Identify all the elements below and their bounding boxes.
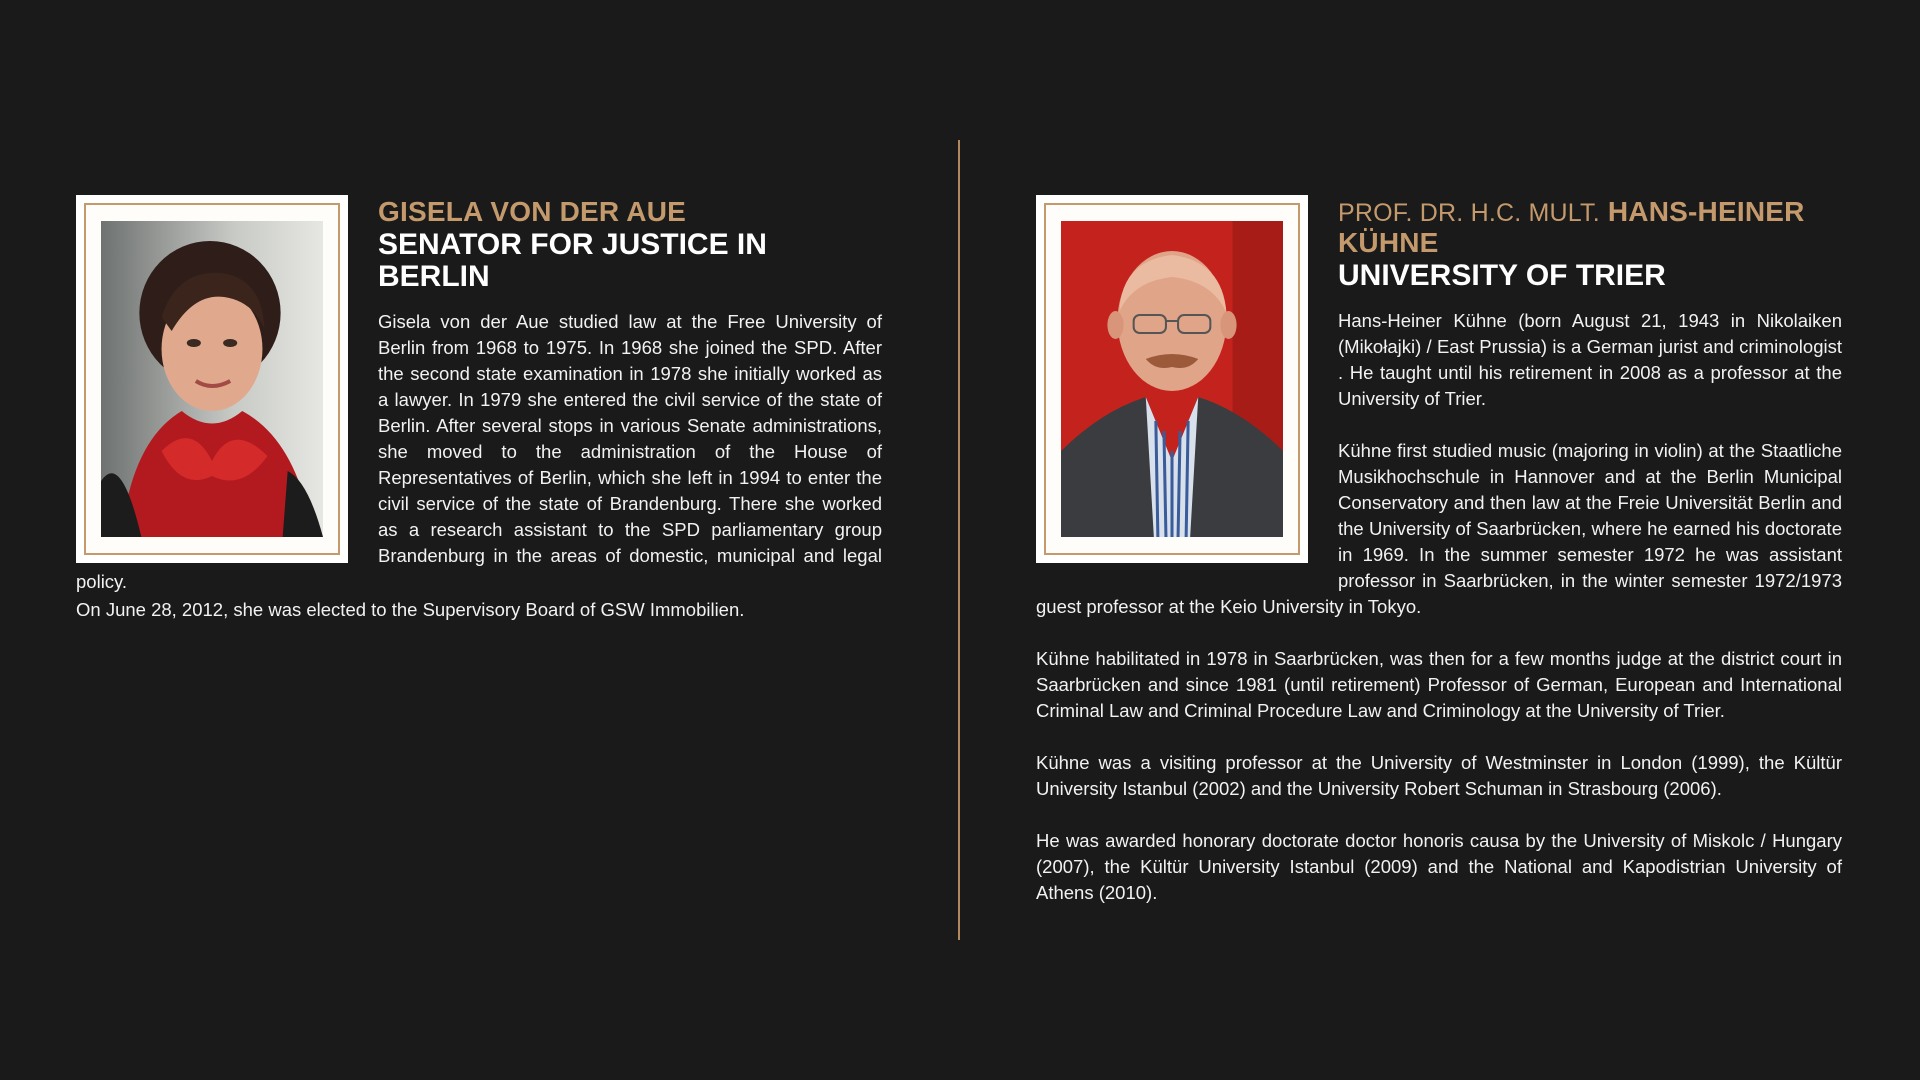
person-role: SENATOR FOR JUSTICE IN BERLIN: [378, 228, 767, 293]
bio-paragraph: Gisela von der Aue studied law at the Free University of Berlin from 1968 to 1975. In 1968 she joined the SPD. After the second state examination in 1978 she initially worked as a lawyer. In 1979 she entered the civil service of the state of Berlin. After several stops in various Senate administrations, she moved to the administration of the House of Representatives of Berlin, which she left in 1994 to enter the civil service of the state of Brandenburg. There she worked as a research assistant to the SPD parliamentary group Brandenburg in the areas of domestic, municipal and legal policy.: [76, 311, 882, 592]
bio-paragraph: Hans-Heiner Kühne (born August 21, 1943 in Nikolaiken (Mikołajki) / East Prussia) is a German jurist and criminologist . He taught until his retirement in 2008 as a professor at the University of Trier.: [1338, 310, 1842, 409]
vertical-divider: [958, 140, 960, 940]
portrait-man-icon: [1061, 221, 1283, 537]
person-name: GISELA VON DER AUE: [378, 196, 687, 227]
photo-frame: [76, 195, 348, 563]
bio-paragraph: Kühne first studied music (majoring in violin) at the Staatliche Musikhochschule in Hannover and at the Berlin Municipal Conservatory and then law at the Freie Universität Berlin and the University of Saarbrücken, where he earned his doctorate in 1969. In the summer semester 1972 he was assistant professor in Saarbrücken, in the winter semester 1972/1973 guest professor at the Keio University in Tokyo.: [1036, 440, 1842, 617]
portrait-woman-icon: [101, 221, 323, 537]
bio-paragraph: Kühne was a visiting professor at the University of Westminster in London (1999), the Kültür University Istanbul (2002) and the University Robert Schuman in Strasbourg (2006).: [1036, 752, 1842, 799]
profile-gisela-von-der-aue: [76, 195, 882, 623]
person-name-text: HANS-HEINER KÜHNE: [1338, 196, 1805, 258]
photo-frame: [1036, 195, 1308, 563]
person-role: UNIVERSITY OF TRIER: [1338, 259, 1666, 292]
bio-paragraph: Kühne habilitated in 1978 in Saarbrücken, was then for a few months judge at the district court in Saarbrücken and since 1981 (until retirement) Professor of German, European and International Criminal Law and Criminal Procedure Law and Criminology at the University of Trier.: [1036, 648, 1842, 721]
bio-paragraph: He was awarded honorary doctorate doctor honoris causa by the University of Miskolc / Hungary (2007), the Kültür University Istanbul (2009) and the National and Kapodistrian University of Athens (2010).: [1036, 830, 1842, 903]
bio-paragraph: On June 28, 2012, she was elected to the Supervisory Board of GSW Immobilien.: [76, 599, 745, 620]
profile-hans-heiner-kuehne: [1036, 195, 1842, 906]
academic-title: PROF. DR. H.C. MULT.: [1338, 199, 1600, 227]
